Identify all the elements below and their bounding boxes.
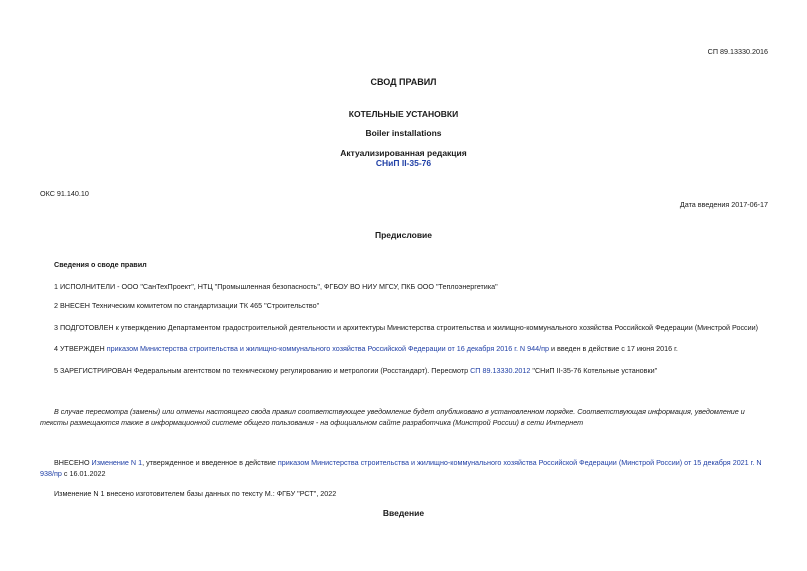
preface-item-1: 1 ИСПОЛНИТЕЛИ - ООО "СанТехПроект", НТЦ "Промышленная безопасность", ФГБОУ ВО НИУ МГСУ, ПКБ ООО "Теплоэнергетика" [54, 282, 498, 291]
introduction-heading: Введение [382, 508, 425, 518]
change-suffix: с 16.01.2022 [61, 469, 106, 478]
main-heading: СВОД ПРАВИЛ [370, 77, 437, 87]
preface-heading: Предисловие [374, 230, 433, 240]
order-2021-link[interactable]: приказом Министерства строительства и жилищно-коммунального хозяйства Российской Федерации (Минстрой России) от 15 декабря 2021 г. N 938/пр [40, 458, 762, 478]
document-code: СП 89.13330.2016 [707, 47, 768, 56]
oks-code: ОКС 91.140.10 [40, 189, 89, 198]
intro-date: Дата введения 2017-06-17 [679, 200, 768, 209]
preface-item-4 [54, 343, 769, 354]
edition-link[interactable]: СНиП II-35-76 [375, 158, 432, 168]
document-title-english: Boiler installations [365, 128, 442, 138]
change-1-link[interactable]: Изменение N 1 [91, 458, 143, 467]
edition-label: Актуализированная редакция [340, 148, 467, 158]
change-prefix: ВНЕСЕНО [54, 458, 92, 467]
change-notice [40, 457, 769, 479]
change-note: Изменение N 1 внесено изготовителем базы данных по тексту М.: ФГБУ "РСТ", 2022 [54, 489, 337, 498]
info-title: Сведения о своде правил [54, 260, 147, 269]
preface-item-5 [54, 365, 769, 376]
change-mid: , утвержденное и введенное в действие [142, 458, 278, 467]
revision-notice: В случае пересмотра (замены) или отмены настоящего свода правил соответствующее уведомление будет опубликовано в установленном порядке. Соответствующая информация, уведомление и тексты размещаются также в информационной системе общего пользования - на официальном сайте разработчика (Минстрой России) в сети Интернет [40, 407, 745, 427]
preface-item-3: 3 ПОДГОТОВЛЕН к утверждению Департаментом градостроительной деятельности и архитектуры Министерства строительства и жилищно-коммунального хозяйства Российской Федерации (Минстрой России) [54, 323, 759, 332]
item5-prefix: 5 ЗАРЕГИСТРИРОВАН Федеральным агентством по техническому регулированию и метрологии (Росстандарт). Пересмотр [54, 366, 471, 375]
item4-suffix: и введен в действие с 17 июня 2016 г. [549, 344, 678, 353]
order-2016-link[interactable]: приказом Министерства строительства и жилищно-коммунального хозяйства Российской Федерации от 16 декабря 2016 г. N 944/пр [106, 344, 549, 353]
sp-2012-link[interactable]: СП 89.13330.2012 [470, 366, 531, 375]
item4-prefix: 4 УТВЕРЖДЕН [54, 344, 107, 353]
preface-item-2: 2 ВНЕСЕН Техническим комитетом по стандартизации ТК 465 "Строительство" [54, 301, 320, 310]
item5-suffix: "СНиП II-35-76 Котельные установки" [530, 366, 658, 375]
document-title: КОТЕЛЬНЫЕ УСТАНОВКИ [348, 109, 459, 119]
